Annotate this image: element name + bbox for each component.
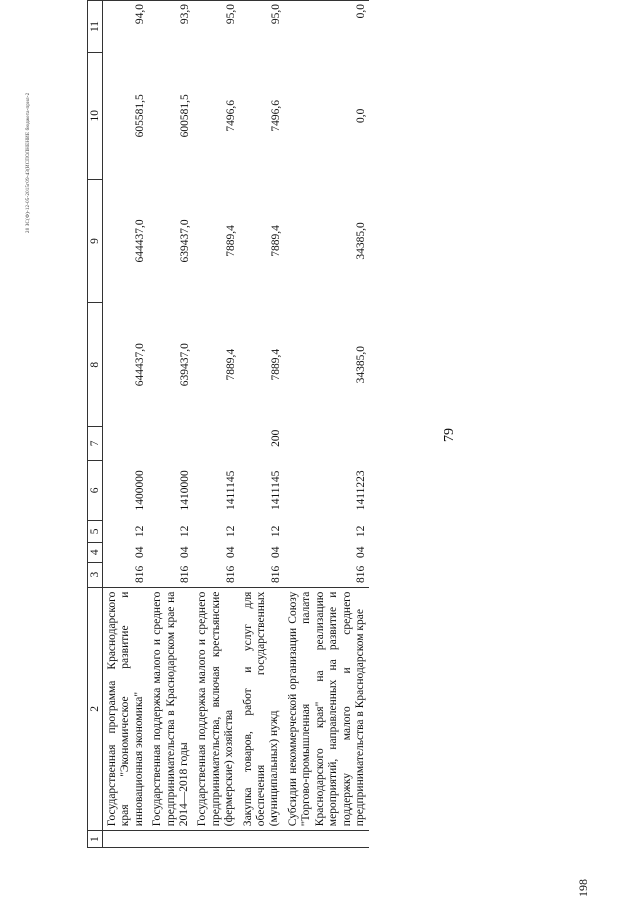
value-cell: 7496,6 <box>269 99 282 132</box>
subsection-cell: 12 <box>179 525 192 538</box>
expense-type-cell: 200 <box>269 429 282 447</box>
section-cell: 04 <box>179 546 192 559</box>
value-cell: 644437,0 <box>134 219 147 263</box>
row-index-cell <box>239 831 284 848</box>
subsection-cell: 12 <box>224 525 237 538</box>
target-article-cell: 1400000 <box>134 470 147 511</box>
row-index-cell <box>193 831 238 848</box>
file-reference: 20 ЗС(Ф)-12-05-2015г09-43(ИСПОЛНЕНИЕ бюджета-прил-2 <box>26 92 31 233</box>
target-article-cell: 1411145 <box>224 470 237 511</box>
target-article-cell: 1410000 <box>179 470 192 511</box>
percent-cell: 95,0 <box>239 1 284 53</box>
subsection-cell: 12 <box>269 525 282 538</box>
column-number: 10 <box>88 52 103 179</box>
column-number-row <box>88 1 103 848</box>
expense-type-cell <box>103 427 149 461</box>
row-name: Закупка товаров, работ и услуг для обеспечения государственных (муниципальных) нужд <box>239 587 284 831</box>
value-cell: 639437,0 <box>179 343 192 387</box>
column-number: 7 <box>88 427 103 461</box>
value-cell: 7889,4 <box>224 348 237 381</box>
budget-table <box>87 0 369 848</box>
column-number: 1 <box>88 831 103 848</box>
section-cell: 04 <box>134 546 147 559</box>
column-number: 9 <box>88 179 103 303</box>
value-cell: 7496,6 <box>224 99 237 132</box>
value-cell: 34385,0 <box>355 222 368 260</box>
value-cell: 7889,4 <box>269 348 282 381</box>
admin-code-cell: 816 <box>224 565 237 584</box>
admin-code-cell: 816 <box>179 565 192 584</box>
column-number: 2 <box>88 587 103 831</box>
value-cell: 605581,5 <box>134 94 147 138</box>
expense-type-cell <box>193 427 238 461</box>
value-cell: 7889,4 <box>224 225 237 257</box>
value-cell: 600581,5 <box>179 94 192 138</box>
table-row <box>284 1 369 848</box>
percent-cell: 95,0 <box>193 1 238 53</box>
row-index-cell <box>148 831 193 848</box>
page-number: 79 <box>442 428 457 442</box>
value-cell: 34385,0 <box>355 346 368 384</box>
expense-type-cell <box>284 427 369 461</box>
percent-cell: 0,0 <box>284 1 369 53</box>
row-index-cell <box>103 831 149 848</box>
admin-code-cell: 816 <box>134 565 147 584</box>
section-cell: 04 <box>269 546 282 559</box>
value-cell: 0,0 <box>355 108 368 123</box>
value-cell: 7889,4 <box>269 225 282 257</box>
row-name: Государственная программа Краснодарского края "Экономическое развитие и инновационная экономика" <box>103 587 149 831</box>
column-number: 11 <box>88 1 103 53</box>
value-cell: 639437,0 <box>179 219 192 263</box>
section-cell: 04 <box>355 546 368 559</box>
percent-cell: 93,9 <box>148 1 193 53</box>
row-name: Государственная поддержка малого и среднего предпринимательства, включая крестьянские (фермерские) хозяйства <box>193 587 238 831</box>
table-row <box>193 1 238 848</box>
subsection-cell: 12 <box>134 525 147 538</box>
table-row <box>103 1 149 848</box>
percent-cell: 94,0 <box>103 1 149 53</box>
column-number: 8 <box>88 303 103 427</box>
row-name: Субсидии некоммерческой организации Союзу "Торгово-промышленная палата Краснодарского края" на реализацию мероприятий, направленных на развитие и поддержку малого и среднего предпринимательства в Краснодарском крае <box>284 587 369 831</box>
target-article-cell: 1411145 <box>269 470 282 511</box>
admin-code-cell: 816 <box>269 565 282 584</box>
section-cell: 04 <box>224 546 237 559</box>
value-cell: 644437,0 <box>134 343 147 387</box>
column-number: 6 <box>88 460 103 520</box>
subsection-cell: 12 <box>355 525 368 538</box>
row-index-cell <box>284 831 369 848</box>
column-number: 5 <box>88 521 103 543</box>
admin-code-cell: 816 <box>355 565 368 584</box>
table-row <box>148 1 193 848</box>
row-name: Государственная поддержка малого и среднего предпринимательства в Краснодарском крае на 2014—2018 годы <box>148 587 193 831</box>
table-row <box>239 1 284 848</box>
column-number: 3 <box>88 562 103 587</box>
column-number: 4 <box>88 542 103 562</box>
expense-type-cell <box>148 427 193 461</box>
document-number: 198 <box>576 879 590 897</box>
target-article-cell: 1411223 <box>355 470 368 511</box>
